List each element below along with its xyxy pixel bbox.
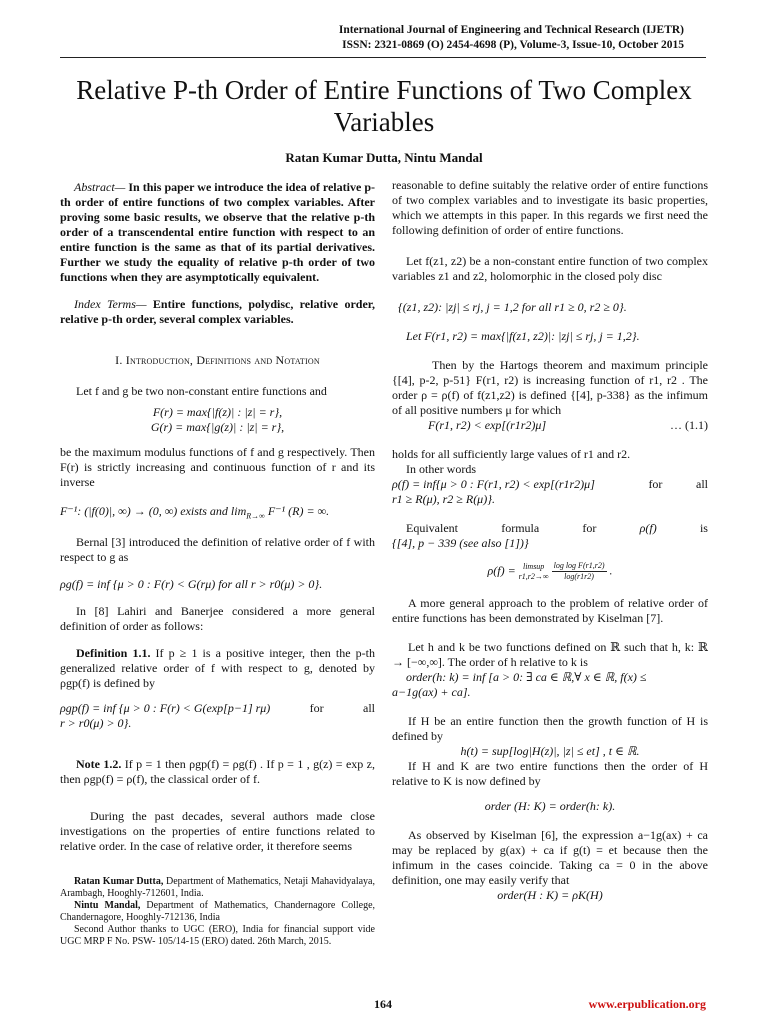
right-paragraph-3: Then by the Hartogs theorem and maximum principle {[4], p-2, p-51} F(r1, r2) is increasing function of r1, r2 . The order ρ = ρ(f) of f(z1,z2) is defined {[4], p-338} as the infimum of all positive numbers μ for which (392, 358, 708, 417)
equation-limsup-operator (519, 562, 549, 582)
equation-growth-function: h(t) = sup[log|H(z)|, |z| ≤ et] , t ∈ ℝ. (460, 744, 640, 758)
equation-limsup: ρ(f) = limsup r1,r2→∞ $\frac{\text{log log F(r1,r2)}}{\log(r1r2)}$ . (487, 561, 613, 581)
equation-order-definition (392, 477, 708, 492)
left-column (60, 180, 375, 948)
equation-order-equals-rho: order(H : K) = ρK(H) (497, 888, 603, 902)
equation-inverse (60, 504, 375, 523)
note-1-2 (60, 757, 375, 787)
intro-paragraph-1: Let f and g be two non-constant entire functions and (76, 384, 327, 398)
equation-limsup-fraction (552, 561, 607, 582)
equation-max-modulus: Let F(r1, r2) = max{|f(z1, z2)|: |zj| ≤ rj, j = 1,2}. (406, 329, 640, 343)
limsup-denominator: log(r1r2) (564, 572, 594, 581)
equivalent-word-3: for (582, 521, 597, 535)
journal-url[interactable]: www.erpublication.org (588, 997, 706, 1011)
equivalent-formula-reference: {[4], p − 339 (see also [1])} (392, 536, 529, 550)
equivalent-word-2: formula (501, 521, 540, 535)
intro-paragraph-5: During the past decades, several authors made close investigations on the properties of entire functions related to relative order. In the case of relative order, it therefore seems (60, 809, 375, 854)
equation-F: F(r) = max{|f(z)| : |z| = r}, (152, 405, 283, 419)
equation-1-1-body: F(r1, r2) < exp[(r1r2)μ] (428, 418, 547, 432)
equation-1-1-number: … (1.1) (670, 418, 708, 432)
page-number: 164 (374, 997, 392, 1011)
right-paragraph-1: reasonable to define suitably the relative order of entire functions of two complex variables and to investigate its basic properties, which we attempts in this paper. In this regards we first need the following definition of order of entire functions. (392, 178, 708, 237)
equation-limsup-left: ρ(f) = (487, 563, 516, 578)
journal-header (339, 23, 684, 53)
right-paragraph-10: If H and K are two entire functions then the order of H relative to K is now defined by (392, 759, 708, 788)
note-text: If p = 1 then ρgp(f) = ρg(f) . If p = 1 , g(z) = exp z, then ρgp(f) = ρ(f), the classical order of f. (60, 757, 376, 787)
limsup-word: limsup (522, 561, 545, 571)
right-paragraph-2: Let f(z1, z2) be a non-constant entire function of two complex variables z1 and z2, holomorphic in the closed poly disc (392, 254, 708, 283)
limsup-numerator: log log F(r1,r2) (553, 561, 605, 570)
index-terms (60, 297, 375, 327)
equation-p-th-order-tail: r > r0(μ) > 0}. (60, 716, 132, 731)
footnote-author-1 (60, 876, 375, 900)
right-paragraph-9: If H be an entire function then the growth function of H is defined by (392, 714, 708, 743)
equation-p-th-order-all: all (363, 701, 375, 716)
definition-1-1 (60, 646, 375, 691)
section-number: I. (115, 353, 123, 367)
footnote-author-1-name: Ratan Kumar Dutta, (74, 876, 164, 888)
equivalent-word-5: is (699, 521, 708, 535)
equation-p-th-order-for: for (309, 701, 324, 716)
abstract-text: In this paper we introduce the idea of relative p-th order of entire functions of two complex variables. After proving some basic results, we observe that the relative p-th order of a transcendental entire function with respect to an entire function is the same as that of its partial derivatives. Further we study the equality of relative p-th order of two functions when they are asymptotically equivalent. (60, 180, 375, 284)
equation-p-th-order-body: ρgp(f) = inf {μ > 0 : F(r) < G(exp[p−1] rμ) (60, 701, 271, 716)
right-paragraph-7: A more general approach to the problem of relative order of entire functions has been demonstrated by Kiselman [7]. (392, 596, 708, 625)
right-paragraph-4: holds for all sufficiently large values of r1 and r2. (392, 447, 631, 461)
journal-name: International Journal of Engineering and Technical Research (IJETR) (338, 24, 684, 36)
equation-inverse-head: F⁻¹: (|f(0)|, ∞) → (0, ∞) exists and lim (60, 504, 247, 518)
paper-authors: Ratan Kumar Dutta, Nintu Mandal (285, 150, 483, 165)
equation-1-1 (392, 418, 708, 433)
equation-p-th-order (60, 701, 375, 716)
paper-title: Relative P-th Order of Entire Functions of Two Complex Variables (76, 75, 692, 137)
equivalent-word-4: ρ(f) (639, 521, 657, 535)
equation-order-tail: r1 ≥ R(μ), r2 ≥ R(μ)}. (392, 492, 496, 506)
equation-G: G(r) = max{|g(z)| : |z| = r}, (150, 420, 285, 434)
equivalent-formula-line (392, 521, 708, 536)
footnote-author-1-text: Department of Mathematics, Netaji Mahavidyalaya, Arambagh, Hooghly-712601, India. (60, 876, 375, 900)
equivalent-word-1: Equivalent (406, 521, 458, 535)
note-label: Note 1.2. (76, 757, 122, 772)
footnote-author-2-text: Department of Mathematics, Chandernagore College, Chandernagore, Hooghly-712136, India (60, 900, 376, 924)
equation-kiselman-order: order(h: k) = inf [a > 0: ∃ ca ∈ ℝ,∀ x ∈ ℝ, f(x) ≤ (406, 670, 647, 684)
equation-order-for: for (648, 477, 663, 491)
intro-paragraph-4: In [8] Lahiri and Banerjee considered a more general definition of order as follows: (60, 604, 375, 634)
right-paragraph-8: Let h and k be two functions defined on ℝ such that h, k: ℝ → [−∞,∞]. The order of h relative to k is (392, 640, 708, 669)
index-terms-label: Index Terms— (74, 297, 147, 311)
index-terms-text: Entire functions, polydisc, relative order, relative p-th order, several complex variables. (60, 297, 375, 326)
limsup-subscript: r1,r2→∞ (518, 571, 549, 581)
equation-inverse-limit: R→∞ (246, 511, 265, 521)
right-column (392, 178, 708, 903)
equation-relative-order-HK: order (H: K) = order(h: k). (484, 799, 616, 813)
footnote-author-2-name: Nintu Mandal, (74, 900, 141, 912)
equation-inverse-tail: F⁻¹ (R) = ∞. (264, 504, 330, 518)
abstract-label: Abstract— (74, 180, 126, 194)
journal-issn: ISSN: 2321-0869 (O) 2454-4698 (P), Volume-3, Issue-10, October 2015 (342, 39, 684, 51)
footnotes (60, 876, 375, 948)
abstract (60, 180, 375, 285)
section-heading (60, 353, 375, 368)
definition-label: Definition 1.1. (76, 646, 151, 661)
header-rule (60, 57, 706, 58)
intro-paragraph-3: Bernal [3] introduced the definition of relative order of f with respect to g as (60, 535, 375, 565)
equation-polydisc: {(z1, z2): |zj| ≤ rj, j = 1,2 for all r1 ≥ 0, r2 ≥ 0}. (398, 300, 627, 314)
equation-order-all: all (696, 477, 708, 491)
equation-relative-order: ρg(f) = inf {μ > 0 : F(r) < G(rμ) for all r > r0(μ) > 0}. (60, 577, 323, 592)
right-paragraph-11: As observed by Kiselman [6], the expression a−1g(ax) + ca may be replaced by g(ax) + ca if g(t) = et because then the infimum in the cases coincide. Taking ca = 0 in the above definition, one may easily verify that (392, 828, 708, 887)
definition-text: If p ≥ 1 is a positive integer, then the p-th generalized relative order of f with respect to g, denoted by ρgp(f) is defined by (60, 646, 375, 691)
equation-kiselman-order-tail: a−1g(ax) + ca]. (392, 685, 471, 699)
intro-paragraph-2: be the maximum modulus functions of f and g respectively. Then F(r) is strictly increasing and continuous function of r and its inverse (60, 445, 375, 489)
footnote-funding: Second Author thanks to UGC (ERO), India for financial support vide UGC MRP F No. PSW- 105/14-15 (ERO) dated. 26th March, 2015. (60, 924, 375, 948)
footnote-author-2 (60, 900, 375, 924)
right-paragraph-5: In other words (406, 462, 476, 476)
section-title: Introduction, Definitions and Notation (125, 353, 320, 367)
equation-order-body: ρ(f) = inf{μ > 0 : F(r1, r2) < exp[(r1r2)μ] (392, 477, 595, 491)
